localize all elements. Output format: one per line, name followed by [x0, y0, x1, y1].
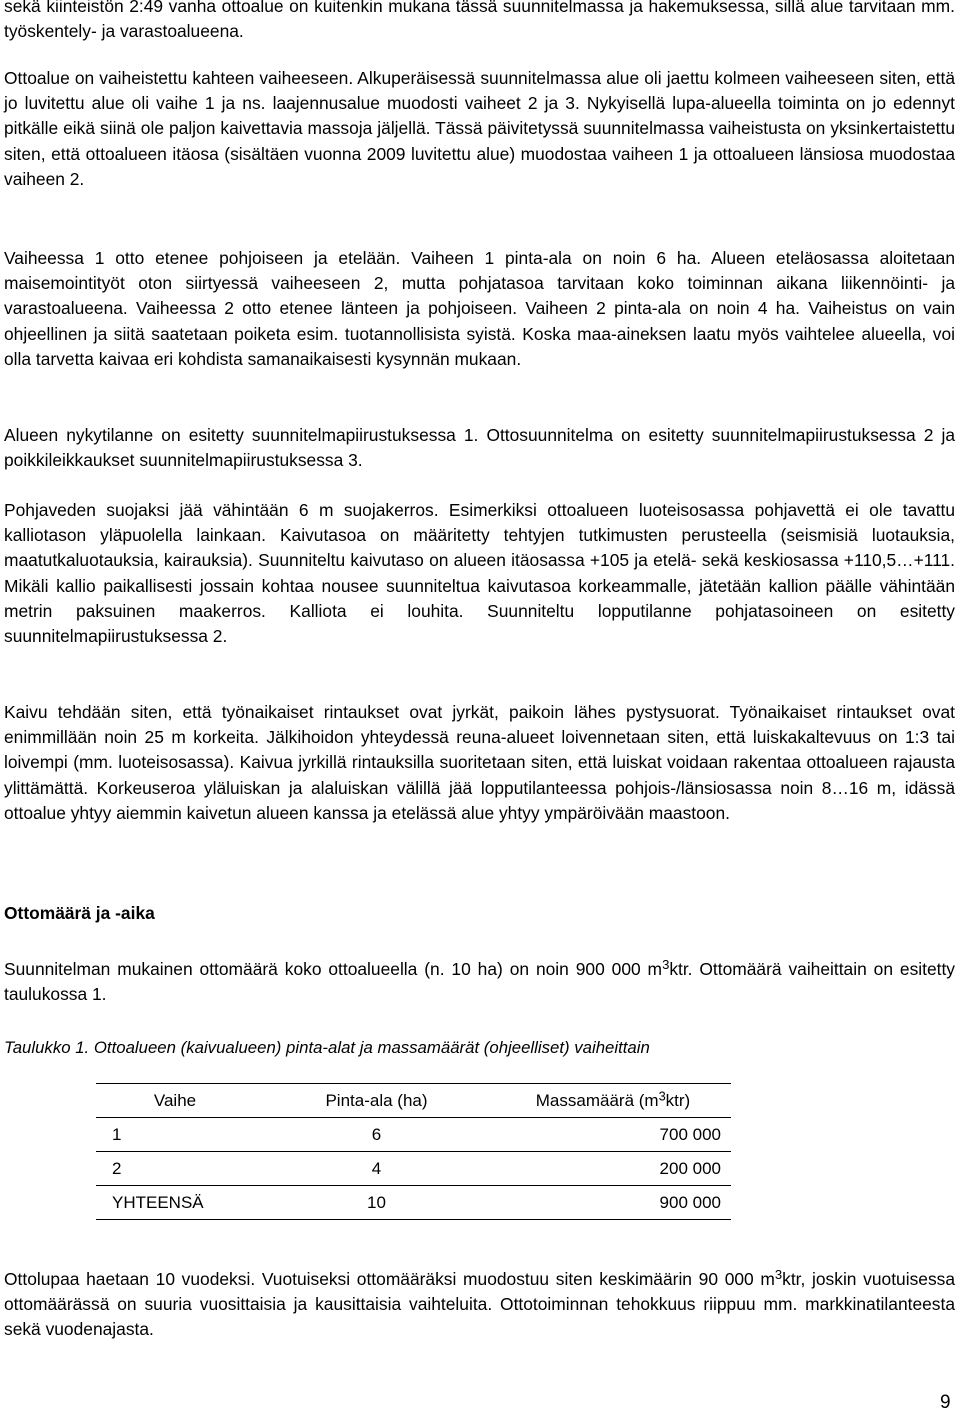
header-massamaara — [499, 1084, 731, 1118]
volume-superscript: 3 — [662, 957, 670, 973]
paragraph-groundwater: Pohjaveden suojaksi jää vähintään 6 m suojakerros. Esimerkiksi ottoalueen luoteisosassa pohjavettä ei ole tavattu kalliotason yläpuolella lainkaan. Kaivutasoa on määritetty tehtyjen tutkimusten perusteella (seismisiä luotauksia, maatutkaluotauksia, kairauksia). Suunniteltu kaivutaso on alueen itäosassa +105 ja etelä- sekä keskiosassa +110,5…+111. Mikäli kallio paikallisesti jossain kohtaa nousee suunniteltua kaivutasoa korkeammalle, jätetään kallion päälle vähintään metrin paksuinen maakerros. Kalliota ei louhita. Suunniteltu lopputilanne pohjatasoineen on esitetty suunnitelmapiirustuksessa 2. — [4, 500, 955, 647]
cell-vaihe: 1 — [96, 1118, 254, 1152]
paragraph-phase-details: Vaiheessa 1 otto etenee pohjoiseen ja etelään. Vaiheen 1 pinta-ala on noin 6 ha. Alueen eteläosassa aloitetaan maisemointityöt oton siirtyessä vaiheeseen 2, mutta pohjatasoa tarvitaan koko toiminnan aikana liikennöinti- ja varastoalueena. Vaiheessa 2 otto etenee länteen ja pohjoiseen. Vaiheen 2 pinta-ala on noin 4 ha. Vaiheistus on vain ohjeellinen ja siitä saatetaan poiketa esim. tuotannollisista syistä. Koska maa-aineksen laatu myös vaihtelee alueella, voi olla tarvetta kaivaa eri kohdista samanaikaisesti kysynnän mukaan. — [4, 248, 955, 369]
volume-text-b: ktr. Ottomäärä vaiheittain on esitetty taulukossa 1. — [4, 959, 955, 1005]
header-massamaara-a: Massamäärä (m — [535, 1090, 659, 1110]
paragraph-permit-duration — [4, 1267, 955, 1343]
header-massamaara-b: ktr) — [665, 1090, 691, 1110]
cell-massa: 900 000 — [499, 1186, 731, 1220]
header-pinta-ala: Pinta-ala (ha) — [254, 1084, 499, 1118]
permit-text-a: Ottolupaa haetaan 10 vuodeksi. Vuotuiseksi ottomääräksi muodostuu siten keskimäärin 90 000 m — [4, 1269, 775, 1289]
table-row — [96, 1118, 731, 1152]
table-row — [96, 1152, 731, 1186]
table-row-total — [96, 1186, 731, 1220]
cell-pinta-ala: 10 — [254, 1186, 499, 1220]
paragraph-volume — [4, 957, 955, 1007]
permit-text-b: ktr, joskin vuotuisessa ottomäärässä on suuria vuosittaisia ja kausittaisia vaihteluita. Ottotoiminnan tehokkuus riippuu mm. markkinatilanteesta sekä vuodenajasta. — [4, 1269, 956, 1340]
cell-massa: 700 000 — [499, 1118, 731, 1152]
cell-massa: 200 000 — [499, 1152, 731, 1186]
table-header-row — [96, 1084, 731, 1118]
page-number: 9 — [940, 1392, 951, 1413]
paragraph-drawings: Alueen nykytilanne on esitetty suunnitelmapiirustuksessa 1. Ottosuunnitelma on esitetty suunnitelmapiirustuksessa 2 ja poikkileikkaukset suunnitelmapiirustuksessa 3. — [4, 425, 955, 471]
volume-table — [96, 1083, 731, 1220]
cell-pinta-ala: 6 — [254, 1118, 499, 1152]
cell-pinta-ala: 4 — [254, 1152, 499, 1186]
cell-vaihe: YHTEENSÄ — [96, 1186, 254, 1220]
table-caption: Taulukko 1. Ottoalueen (kaivualueen) pinta-alat ja massamäärät (ohjeelliset) vaiheittain — [4, 1038, 650, 1057]
paragraph-phasing: Ottoalue on vaiheistettu kahteen vaiheeseen. Alkuperäisessä suunnitelmassa alue oli jaettu kolmeen vaiheeseen siten, että jo luvitettu alue oli vaihe 1 ja ns. laajennusalue muodosti vaiheet 2 ja 3. Nykyisellä lupa-alueella toiminta on jo edennyt pitkälle eikä siinä ole paljon kaivettavia massoja jäljellä. Tässä päivitetyssä suunnitelmassa vaiheistusta on yksinkertaistettu siten, että ottoalueen itäosa (sisältäen vuonna 2009 luvitettu alue) muodostaa vaiheen 1 ja ottoalueen länsiosa muodostaa vaiheen 2. — [4, 68, 955, 189]
paragraph-excavation: Kaivu tehdään siten, että työnaikaiset rintaukset ovat jyrkät, paikoin lähes pystysuorat. Työnaikaiset rintaukset ovat enimmillään noin 25 m korkeita. Jälkihoidon yhteydessä reuna-alueet loivennetaan siten, että luiskakaltevuus on 1:3 tai loivempi (mm. luoteisosassa). Kaivua jyrkillä rintauksilla suoritetaan siten, että luiskat voidaan rakentaa ottoalueen rajausta ylittämättä. Korkeuseroa yläluiskan ja alaluiskan välillä jää lopputilanteessa pohjois-/länsiosassa noin 8…16 m, idässä ottoalue yhtyy aiemmin kaivetun alueen kanssa ja etelässä alue yhtyy ympäröivään maastoon. — [4, 702, 955, 823]
permit-superscript: 3 — [774, 1267, 783, 1283]
paragraph-intro-continuation: sekä kiinteistön 2:49 vanha ottoalue on kuitenkin mukana tässä suunnitelmassa ja hakemuksessa, sillä alue tarvitaan mm. työskentely- ja varastoalueena. — [4, 0, 955, 42]
header-vaihe: Vaihe — [96, 1084, 254, 1118]
section-heading: Ottomäärä ja -aika — [4, 903, 155, 923]
volume-text-a: Suunnitelman mukainen ottomäärä koko ottoalueella (n. 10 ha) on noin 900 000 m — [4, 959, 663, 979]
cell-vaihe: 2 — [96, 1152, 254, 1186]
header-massamaara-sup: 3 — [658, 1087, 666, 1103]
